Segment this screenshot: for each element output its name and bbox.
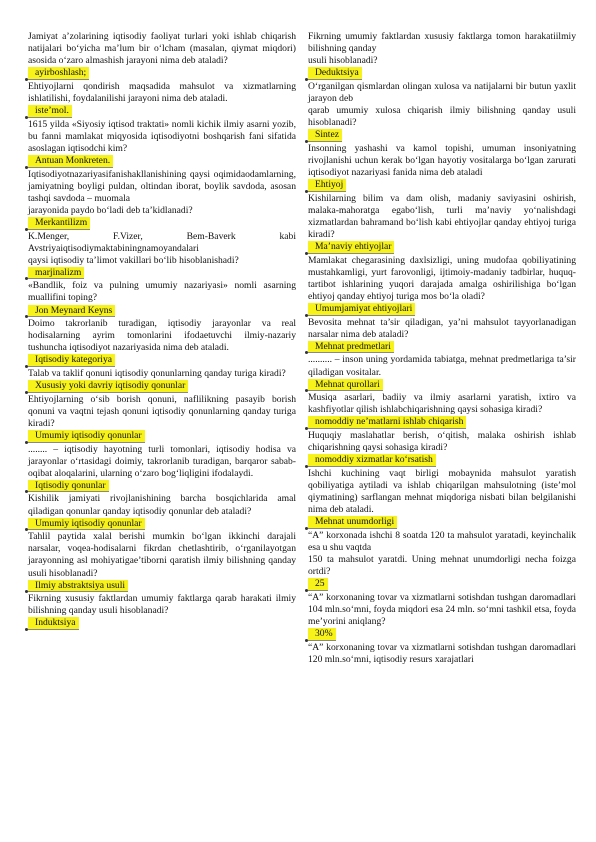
bullet-dot-icon (305, 140, 308, 143)
question-text: .......... – inson uning yordamida tabiatga, mehnat predmetlariga ta’sir qiladigan vositalar. (308, 354, 576, 378)
bullet-dot-icon (25, 441, 28, 444)
question-text: Tahlil paytida xalal berishi mumkin bo‘lgan ikkinchi darajali narsalar, voqea-hodisalarni fikrdan chetlashtirib, o‘rganilayotgan jarayonning asl mohiyatigae’tiborni qaratish ilmiy bilishning qanday usuli hisoblanadi? (28, 531, 296, 579)
question-text: “A” korxonada ishchi 8 soatda 120 ta mahsulot yaratadi, keyinchalik esa u shu vaqtda 150 ta mahsulot yaratdi. Uning mehnat unumdorligi necha foizga ortdi? (308, 529, 576, 578)
question-item (28, 231, 296, 280)
question-text: Kishilik jamiyati rivojlanishining barcha bosqichlarida amal qiladigan qonunlar qanday iqtisodiy qonunlar deb ataladi? (28, 493, 296, 517)
document-page (28, 31, 576, 666)
answer-row (308, 628, 576, 641)
bullet-dot-icon (305, 527, 308, 530)
answer-row (308, 67, 576, 80)
answer-row (28, 580, 296, 593)
answer-row (28, 217, 296, 230)
answer-highlight: Iqtisodiy kategoriya (28, 354, 115, 367)
answer-highlight: marjinalizm (28, 267, 84, 280)
question-item (28, 593, 296, 630)
question-text: Mamlakat chegarasining daxlsizligi, uning mudofaa qobiliyatining mustahkamligi, yurt farovonligi, ijtimoiy-madaniy tadbirlar, huquq-tartibot ishlarining yuqori darajada amalga oshirilishiga bo‘lgan ehtiyoj qanday ehtiyoj turiga mos bo‘la oladi? (308, 254, 576, 302)
question-text: Talab va taklif qonuni iqtisodiy qonunlarning qanday turiga kiradi? (28, 368, 286, 380)
bullet-dot-icon (25, 78, 28, 81)
answer-row (308, 578, 576, 591)
question-item (28, 169, 296, 230)
question-item (28, 31, 296, 80)
question-text: Bevosita mehnat ta’sir qiladigan, ya’ni mahsulot tayyorlanadigan narsalar nima deb ataladi? (308, 316, 576, 340)
bullet-dot-icon (305, 589, 308, 592)
answer-row (308, 179, 576, 192)
question-item (28, 444, 296, 493)
question-item (308, 317, 576, 354)
answer-row (28, 617, 296, 630)
answer-row (28, 354, 296, 367)
answer-row (28, 305, 296, 318)
answer-highlight: Umumjamiyat ehtiyojlari (308, 303, 415, 316)
bullet-dot-icon (25, 228, 28, 231)
answer-row (308, 303, 576, 316)
bullet-dot-icon (25, 628, 28, 631)
bullet-dot-icon (305, 78, 308, 81)
left-column (28, 31, 296, 666)
question-text: Ishchi kuchining vaqt birligi mobaynida mahsulot yaratish qobiliyatiga aytiladi va ishlab chiqarilgan mahsulotning (iste’mol qiymatining) sarflangan mehnat miqdoriga nisbati bilan belgilanishi nima deb ataladi. (308, 467, 576, 516)
question-item (28, 368, 296, 393)
answer-highlight: Deduktsiya (308, 67, 362, 80)
answer-row (28, 380, 296, 393)
question-item (308, 468, 576, 529)
question-item (308, 392, 576, 429)
question-text: Doimo takrorlanib turadigan, iqtisodiy jarayonlar va real hodisalarning ayrim tomonlarini ifodaetuvchi ilmiy-nazariy tushuncha iqtisodiyot nazariyasida nima deb ataladi. (28, 318, 296, 354)
question-text: “A” korxonaning tovar va xizmatlarni sotishdan tushgan daromadlari 120 mln.so‘mni, iqtisodiy resurs xarajatlari (308, 641, 576, 665)
question-text: 1615 yilda «Siyosiy iqtisod traktati» nomli kichik ilmiy asarni yozib, bu fanni mamlakat miqyosida iqtisodiyotni boshqarish fani sifatida asoslagan iqtisodchi kim? (28, 118, 296, 154)
answer-highlight: Sintez (308, 129, 342, 142)
question-item (28, 394, 296, 443)
answer-highlight: Xususiy yoki davriy iqtisodiy qonunlar (28, 380, 188, 393)
question-item (28, 318, 296, 367)
bullet-dot-icon (25, 166, 28, 169)
answer-row (28, 155, 296, 168)
question-text: Ehtiyojlarning o‘sib borish qonuni, naflilikning pasayib borish qonuni va vaqtni tejash qonuni iqtisodiy qonunlarning qanday turiga kiradi? (28, 393, 296, 429)
answer-highlight: ayirboshlash; (28, 67, 89, 80)
answer-highlight: Jon Meynard Keyns (28, 305, 115, 318)
answer-row (28, 67, 296, 80)
answer-highlight: Mehnat qurollari (308, 379, 383, 392)
bullet-dot-icon (305, 190, 308, 193)
question-text: Fikrning xususiy faktlardan umumiy faktlarga qarab harakati ilmiy bilishning qanday usuli hisoblanadi? (28, 593, 296, 617)
answer-highlight: Umumiy iqtisodiy qonunlar (28, 518, 145, 531)
question-text: Fikrning umumiy faktlardan xususiy faktlarga tomon harakatiilmiy bilishning qanday usuli hisoblanadi? (308, 31, 576, 67)
answer-highlight: Antuan Monkreten. (28, 155, 113, 168)
question-item (308, 530, 576, 591)
answer-row (308, 454, 576, 467)
answer-highlight: Ilmiy abstraktsiya usuli (28, 580, 128, 593)
question-item (308, 430, 576, 467)
question-item (308, 143, 576, 192)
question-item (28, 280, 296, 317)
bullet-dot-icon (305, 465, 308, 468)
question-item (28, 119, 296, 168)
question-item (28, 531, 296, 592)
question-item (308, 592, 576, 641)
answer-row (28, 430, 296, 443)
answer-highlight: Merkantilizm (28, 217, 90, 230)
question-item (308, 31, 576, 80)
question-text: Insonning yashashi va kamol topishi, umuman insoniyatning rivojlanishi uchun kerak bo‘lgan hayotiy vositalarga bo‘lgan zarurati iqtisodiyot nazariyasi fanida nima deb ataladi (308, 142, 576, 179)
answer-highlight: iste’mol. (28, 105, 72, 118)
question-text: Ehtiyojlarni qondirish maqsadida mahsulot va xizmatlarning ishlatilishi, foydalanilishi jarayoni nima deb ataladi. (28, 80, 296, 104)
question-text: K.Menger, F.Vizer, Bem-Baverk kabi Avstriyaiqtisodiymaktabiningnamoyandalari qaysi iqtisodiy ta’limot vakillari bo‘lib hisoblanishadi? (28, 230, 296, 266)
answer-row (308, 379, 576, 392)
bullet-dot-icon (25, 391, 28, 394)
answer-highlight: nomoddiy xizmatlar ko‘rsatish (308, 454, 436, 467)
question-text: O‘rganilgan qismlardan olingan xulosa va natijalarni bir butun yaxlit jarayon deb qarab umumiy xulosa chiqarish ilmiy bilishning qanday usuli hisoblanadi? (308, 80, 576, 129)
question-text: Musiqa asarlari, badiiy va ilmiy asarlarni yaratish, ixtiro va kashfiyotlar qilish ishlabchiqarishning qaysi sohasiga kiradi? (308, 392, 576, 416)
answer-highlight: Induktsiya (28, 617, 79, 630)
answer-row (28, 267, 296, 280)
question-item (308, 81, 576, 142)
answer-row (308, 416, 576, 429)
answer-row (28, 480, 296, 493)
answer-highlight: Ehtiyoj (308, 179, 346, 192)
question-text: Jamiyat a’zolarining iqtisodiy faoliyat turlari yoki ishlab chiqarish natijalari bo‘yicha ma’lum bir o‘lcham (masalan, qiymat miqdori) asosida o‘zaro almashish jarayoni nima deb ataladi? (28, 31, 296, 67)
answer-row (28, 105, 296, 118)
answer-row (28, 518, 296, 531)
answer-highlight: Iqtisodiy qonunlar (28, 480, 109, 493)
bullet-dot-icon (305, 314, 308, 317)
answer-highlight: Ma’naviy ehtiyojlar (308, 241, 394, 254)
question-text: Huquqiy maslahatlar berish, o‘qitish, malaka oshirish ishlab chiqarishning qaysi sohasiga kiradi? (308, 430, 576, 454)
answer-row (308, 241, 576, 254)
question-item (308, 193, 576, 254)
answer-highlight: Mehnat unumdorligi (308, 516, 397, 529)
question-item (308, 642, 576, 666)
answer-highlight: Mehnat predmetlari (308, 341, 394, 354)
question-text: «Bandlik, foiz va pulning umumiy nazariyasi» nomli asarning muallifini toping? (28, 280, 296, 304)
bullet-dot-icon (305, 427, 308, 430)
answer-highlight: 25 (308, 578, 328, 591)
answer-highlight: Umumiy iqtisodiy qonunlar (28, 430, 145, 443)
question-text: Iqtisodiyotnazariyasifanishakllanishining qaysi oqimidaodamlarning, jamiyatning boyligi puldan, oltindan iborat, boylik savdoda, asosan tashqi savdoda – muomala jarayonida paydo bo‘ladi deb ta’kidlanadi? (28, 168, 296, 216)
question-item (308, 255, 576, 316)
question-text: ........ – iqtisodiy hayotning turli tomonlari, iqtisodiy hodisa va jarayonlar o‘rtasidagi doimiy, takrorlanib turadigan, barqaror sabab-oqibat aloqalarini, ularning o‘zaro bog‘liqligini ifodalaydi. (28, 443, 296, 479)
bullet-dot-icon (305, 252, 308, 255)
answer-row (308, 516, 576, 529)
question-item (28, 493, 296, 530)
bullet-dot-icon (305, 639, 308, 642)
answer-row (308, 341, 576, 354)
right-column (308, 31, 576, 666)
question-text: “A” korxonaning tovar va xizmatlarni sotishdan tushgan daromadlari 104 mln.so‘mni, foyda miqdori esa 24 mln. so‘mni tashkil etsa, foyda me’yorini aniqlang? (308, 591, 576, 627)
answer-row (308, 129, 576, 142)
question-item (308, 354, 576, 391)
answer-highlight: nomoddiy ne’matlarni ishlab chiqarish (308, 416, 466, 429)
question-text: Kishilarning bilim va dam olish, madaniy saviyasini oshirish, malaka-mahoratga egabo‘lish, turli ma’naviy yo‘nalishdagi xizmatlardan bahramand bo‘lish kabi ehtiyojlar qanday ehtiyoj turiga kiradi? (308, 192, 576, 240)
bullet-dot-icon (25, 116, 28, 119)
answer-highlight: 30% (308, 628, 336, 641)
question-item (28, 81, 296, 118)
